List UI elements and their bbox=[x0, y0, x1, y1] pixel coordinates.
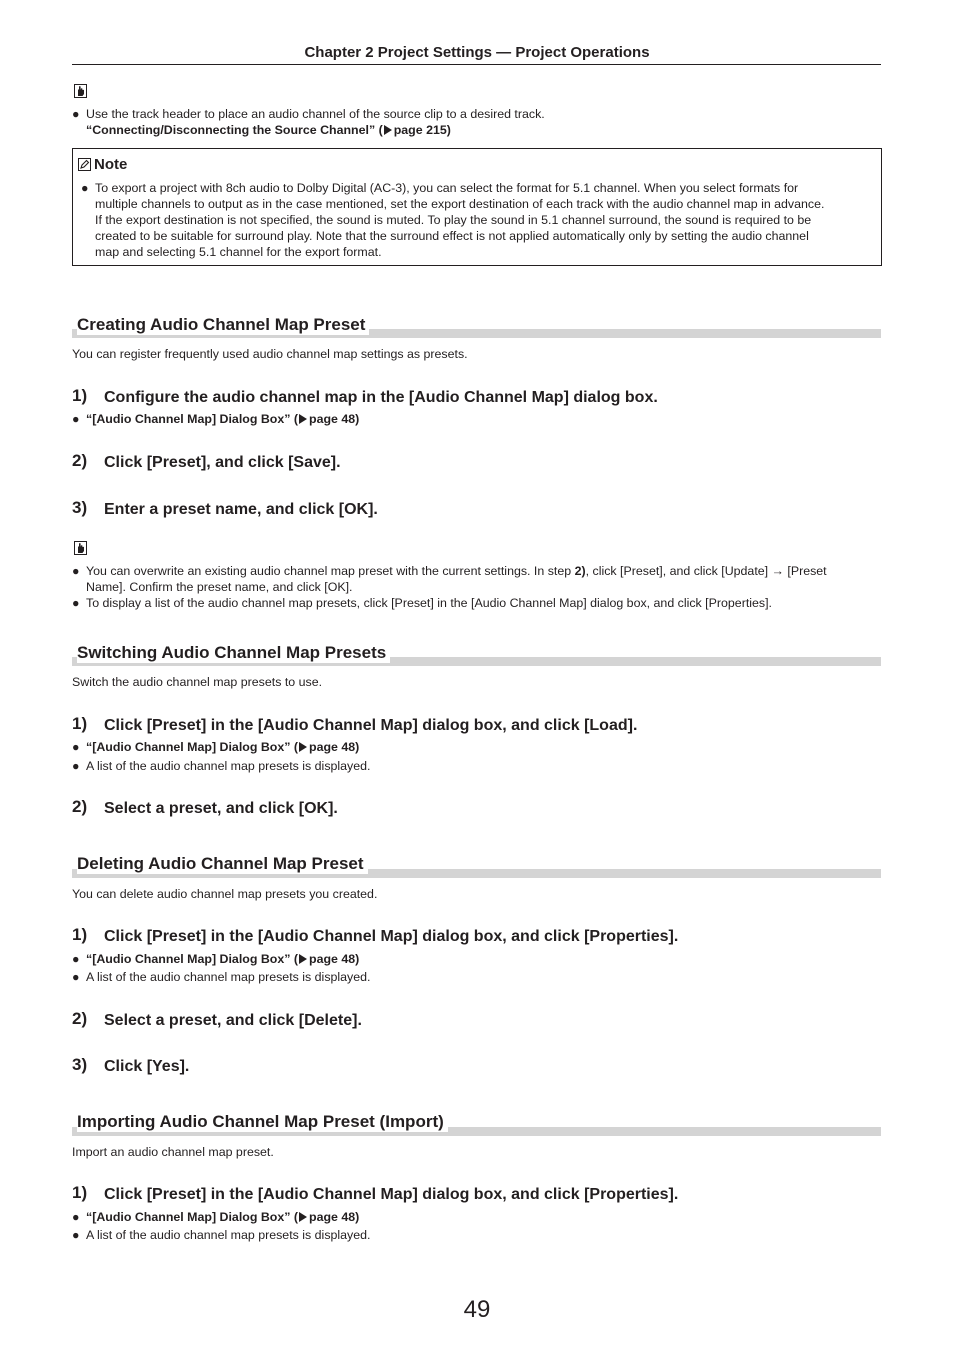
section-title-switching: Switching Audio Channel Map Presets bbox=[77, 643, 390, 663]
hint-text: You can overwrite an existing audio channel map preset with the current settings. In step bbox=[86, 564, 575, 578]
page-arrow-icon bbox=[299, 1212, 307, 1222]
step-number: 1) bbox=[72, 714, 88, 733]
step-note: ● A list of the audio channel map presets is displayed. bbox=[72, 1228, 371, 1242]
step-text: Click [Preset] in the [Audio Channel Map] dialog box, and click [Properties]. bbox=[104, 928, 679, 945]
note-line-2: multiple channels to output as in the case mentioned, set the export destination of each track with the audio channel map in advance. bbox=[95, 197, 825, 211]
step-number: 1) bbox=[72, 386, 88, 405]
note-line-1: To export a project with 8ch audio to Dolby Digital (AC-3), you can select the format for 5.1 channel. When you select formats for bbox=[95, 181, 799, 195]
step-text: Configure the audio channel map in the [Audio Channel Map] dialog box. bbox=[104, 389, 658, 406]
hint-text: , click [Preset], and click [Update] → [Preset bbox=[585, 564, 827, 578]
hint1-ref-page[interactable]: page 215) bbox=[393, 123, 451, 137]
section-title-creating: Creating Audio Channel Map Preset bbox=[77, 315, 369, 335]
header-rule bbox=[72, 64, 881, 65]
hint-text: Name]. Confirm the preset name, and click [OK]. bbox=[86, 580, 353, 594]
step-number: 3) bbox=[72, 498, 88, 517]
note-line-4: created to be suitable for surround play. Note that the surround effect is not applied automatically only by setting the audio channel bbox=[95, 229, 809, 243]
page-arrow-icon bbox=[299, 954, 307, 964]
step-ref[interactable]: ● “[Audio Channel Map] Dialog Box” ( page 48) bbox=[72, 740, 360, 754]
step-ref[interactable]: ● “[Audio Channel Map] Dialog Box” ( page 48) bbox=[72, 952, 360, 966]
note-pencil-icon bbox=[78, 158, 91, 171]
step-ref[interactable]: ● “[Audio Channel Map] Dialog Box” ( page 48) bbox=[72, 1210, 360, 1224]
step-number: 2) bbox=[72, 797, 88, 816]
step-number: 2) bbox=[72, 451, 88, 470]
note-text: ● To export a project with 8ch audio to Dolby Digital (AC-3), you can select the format for 5.1 channel. When you select formats for multiple channels to output as in the case mentioned, set the export destination of each track with the audio channel map in advance. If the export destination is not specified, the sound is muted. To play the sound in 5.1 channel surround, the sound is required to be created to be suitable for surround play. Note that the surround effect is not applied automatically only by setting the audio channel map and selecting 5.1 channel for the export format. bbox=[81, 180, 871, 260]
section-intro: You can delete audio channel map presets you created. bbox=[72, 887, 378, 901]
page-arrow-icon bbox=[299, 414, 307, 424]
hint-step-ref: 2) bbox=[574, 564, 586, 578]
note-title bbox=[78, 156, 127, 173]
ref-page[interactable]: page 48) bbox=[309, 740, 360, 754]
page-number: 49 bbox=[463, 1296, 491, 1323]
step-note-text: A list of the audio channel map presets is displayed. bbox=[86, 759, 371, 773]
section-title-deleting: Deleting Audio Channel Map Preset bbox=[77, 854, 368, 874]
step-number: 2) bbox=[72, 1009, 88, 1028]
hint1-ref[interactable] bbox=[72, 122, 872, 138]
hint-hand-icon bbox=[74, 541, 87, 555]
note-line-3: If the export destination is not specified, the sound is muted. To play the sound in 5.1 channel surround, the sound is required to be bbox=[95, 213, 812, 227]
page-arrow-icon bbox=[384, 125, 392, 135]
step-text: Click [Preset] in the [Audio Channel Map] dialog box, and click [Properties]. bbox=[104, 1186, 679, 1203]
step-text: Click [Preset] in the [Audio Channel Map] dialog box, and click [Load]. bbox=[104, 717, 638, 734]
step-note-text: A list of the audio channel map presets is displayed. bbox=[86, 1228, 371, 1242]
ref-text[interactable]: “[Audio Channel Map] Dialog Box” ( bbox=[86, 1210, 299, 1224]
hint-text: To display a list of the audio channel map presets, click [Preset] in the [Audio Channel Map] dialog box, and click [Properties]. bbox=[86, 596, 772, 610]
step-number: 1) bbox=[72, 925, 88, 944]
step-number: 1) bbox=[72, 1183, 88, 1202]
step-text: Click [Yes]. bbox=[104, 1058, 190, 1075]
step-text: Click [Preset], and click [Save]. bbox=[104, 454, 341, 471]
step-ref[interactable]: ● “[Audio Channel Map] Dialog Box” ( page 48) bbox=[72, 412, 360, 426]
chapter-header: Chapter 2 Project Settings — Project Operations bbox=[304, 44, 650, 61]
ref-page[interactable]: page 48) bbox=[309, 1210, 360, 1224]
hint-bullet: ● To display a list of the audio channel map presets, click [Preset] in the [Audio Channel Map] dialog box, and click [Properties]. bbox=[72, 596, 772, 610]
section-title-importing: Importing Audio Channel Map Preset (Import) bbox=[77, 1112, 448, 1132]
ref-text[interactable]: “[Audio Channel Map] Dialog Box” ( bbox=[86, 740, 299, 754]
section-intro: Switch the audio channel map presets to use. bbox=[72, 675, 323, 689]
section-intro: You can register frequently used audio channel map settings as presets. bbox=[72, 347, 468, 361]
ref-text[interactable]: “[Audio Channel Map] Dialog Box” ( bbox=[86, 952, 299, 966]
hint1-bullet: ● Use the track header to place an audio channel of the source clip to a desired track. bbox=[72, 107, 545, 121]
step-text: Enter a preset name, and click [OK]. bbox=[104, 501, 378, 518]
step-text: Select a preset, and click [OK]. bbox=[104, 800, 338, 817]
step-note-text: A list of the audio channel map presets is displayed. bbox=[86, 970, 371, 984]
ref-text[interactable]: “[Audio Channel Map] Dialog Box” ( bbox=[86, 412, 299, 426]
hint-hand-icon bbox=[74, 84, 87, 98]
hint1-ref-text[interactable]: “Connecting/Disconnecting the Source Channel” ( bbox=[86, 123, 383, 137]
ref-page[interactable]: page 48) bbox=[309, 952, 360, 966]
page-arrow-icon bbox=[299, 742, 307, 752]
step-note: ● A list of the audio channel map presets is displayed. bbox=[72, 759, 371, 773]
step-note: ● A list of the audio channel map presets is displayed. bbox=[72, 970, 371, 984]
hint1-text: Use the track header to place an audio channel of the source clip to a desired track. bbox=[86, 107, 545, 121]
note-line-5: map and selecting 5.1 channel for the export format. bbox=[95, 245, 382, 259]
ref-page[interactable]: page 48) bbox=[309, 412, 360, 426]
section-intro: Import an audio channel map preset. bbox=[72, 1145, 274, 1159]
hint-bullet: ● You can overwrite an existing audio channel map preset with the current settings. In step 2), click [Preset], and click [Update] → [Preset Name]. Confirm the preset name, and click [OK]. bbox=[72, 563, 877, 595]
note-title-text: Note bbox=[94, 156, 128, 173]
step-number: 3) bbox=[72, 1055, 88, 1074]
step-text: Select a preset, and click [Delete]. bbox=[104, 1012, 362, 1029]
